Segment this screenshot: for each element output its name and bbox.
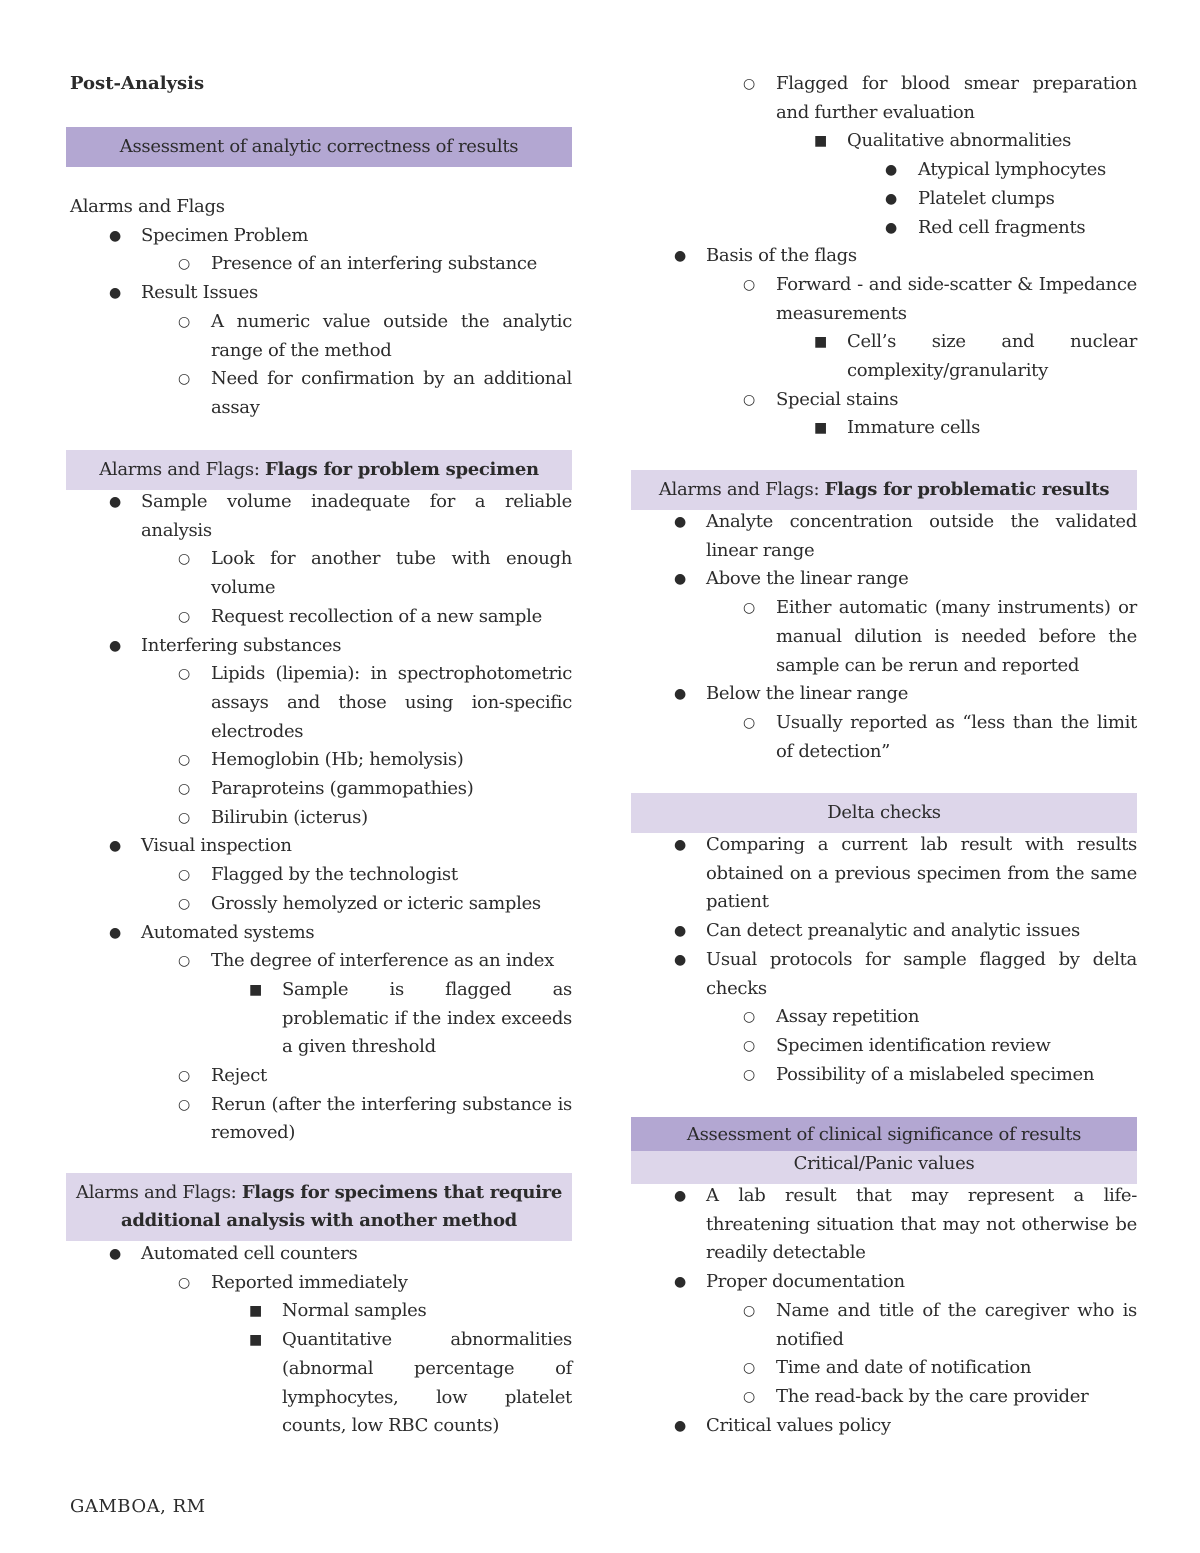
critical-values-list bbox=[631, 1182, 1137, 1440]
list-item: ○ Hemoglobin (Hb; hemolysis) bbox=[66, 746, 572, 775]
list-item: ● A lab result that may represent a life-threatening situation that may not otherwise be readily detectable bbox=[631, 1182, 1137, 1268]
list-item: ● Visual inspection bbox=[66, 832, 572, 861]
additional-analysis-list bbox=[66, 1240, 572, 1441]
list-item: ● Can detect preanalytic and analytic issues bbox=[631, 917, 1137, 946]
list-item: ○ Lipids (lipemia): in spectrophotometric assays and those using ion-specific electrodes bbox=[66, 660, 572, 746]
bullet-disc-icon: ● bbox=[109, 637, 121, 654]
bullet-square-icon: ■ bbox=[249, 981, 262, 998]
list-item: ○ Assay repetition bbox=[631, 1003, 1137, 1032]
list-item: ○ Flagged by the technologist bbox=[66, 861, 572, 890]
list-item: ○ Either automatic (many instruments) or manual dilution is needed before the sample can be rerun and reported bbox=[631, 594, 1137, 680]
list-item: ■ Sample is flagged as problematic if the index exceeds a given threshold bbox=[66, 976, 572, 1062]
section-header-problem-specimen: Alarms and Flags: Flags for problem specimen bbox=[66, 450, 572, 490]
bullet-disc-icon: ● bbox=[674, 1188, 686, 1204]
list-item: ○ A numeric value outside the analytic range of the method bbox=[66, 308, 572, 365]
list-item: ● Above the linear range bbox=[631, 565, 1137, 594]
bullet-circle-icon: ○ bbox=[743, 600, 755, 617]
bullet-circle-icon: ○ bbox=[178, 1096, 190, 1113]
flagged-smear-list bbox=[631, 70, 1137, 443]
list-item: ○ Special stains bbox=[631, 386, 1137, 415]
bullet-disc-icon: ● bbox=[109, 227, 121, 244]
delta-checks-list bbox=[631, 831, 1137, 1089]
bullet-circle-icon: ○ bbox=[178, 1068, 190, 1085]
list-item: ● Critical values policy bbox=[631, 1412, 1137, 1441]
bullet-disc-icon: ● bbox=[885, 190, 897, 207]
bullet-disc-icon: ● bbox=[674, 951, 686, 968]
list-item: ● Comparing a current lab result with results obtained on a previous specimen from the same patient bbox=[631, 831, 1137, 917]
bullet-circle-icon: ○ bbox=[743, 276, 755, 293]
bullet-circle-icon: ○ bbox=[178, 666, 190, 683]
list-item: ○ Need for confirmation by an additional assay bbox=[66, 365, 572, 422]
bullet-disc-icon: ● bbox=[109, 838, 121, 855]
problematic-results-list bbox=[631, 508, 1137, 766]
bullet-circle-icon: ○ bbox=[743, 1066, 755, 1083]
bullet-circle-icon: ○ bbox=[178, 371, 190, 388]
bullet-disc-icon: ● bbox=[885, 162, 897, 179]
section-header-additional-analysis: Alarms and Flags: Flags for specimens that require additional analysis with another method bbox=[66, 1173, 572, 1241]
list-item: ○ Usually reported as “less than the limit of detection” bbox=[631, 709, 1137, 766]
bullet-circle-icon: ○ bbox=[743, 76, 755, 92]
list-item: ○ Rerun (after the interfering substance is removed) bbox=[66, 1091, 572, 1148]
list-item: ○ Request recollection of a new sample bbox=[66, 603, 572, 632]
page-footer-author: GAMBOA, RM bbox=[70, 1496, 206, 1517]
bullet-disc-icon: ● bbox=[674, 837, 686, 853]
list-item: ● Proper documentation bbox=[631, 1268, 1137, 1297]
bullet-disc-icon: ● bbox=[109, 494, 121, 510]
bullet-circle-icon: ○ bbox=[178, 953, 190, 970]
list-item: ○ The degree of interference as an index bbox=[66, 947, 572, 976]
list-item: ○ Forward - and side-scatter & Impedance measurements bbox=[631, 271, 1137, 328]
list-item: ● Interfering substances bbox=[66, 632, 572, 661]
list-item: ○ Bilirubin (icterus) bbox=[66, 804, 572, 833]
bullet-disc-icon: ● bbox=[674, 1274, 686, 1291]
list-item: ○ Reported immediately bbox=[66, 1269, 572, 1298]
list-item: ● Automated cell counters bbox=[66, 1240, 572, 1269]
bullet-circle-icon: ○ bbox=[178, 867, 190, 884]
page-title: Post-Analysis bbox=[70, 73, 205, 94]
list-item: ● Usual protocols for sample flagged by delta checks bbox=[631, 946, 1137, 1003]
list-item: ○ Grossly hemolyzed or icteric samples bbox=[66, 890, 572, 919]
list-item: ● Automated systems bbox=[66, 919, 572, 948]
list-item: ○ Presence of an interfering substance bbox=[66, 250, 572, 279]
bullet-disc-icon: ● bbox=[674, 571, 686, 588]
section-header-critical-values: Critical/Panic values bbox=[631, 1151, 1137, 1184]
list-item: ○ Name and title of the caregiver who is notified bbox=[631, 1297, 1137, 1354]
bullet-circle-icon: ○ bbox=[178, 752, 190, 769]
bullet-circle-icon: ○ bbox=[743, 1360, 755, 1377]
bullet-disc-icon: ● bbox=[674, 514, 686, 530]
list-item: ○ Time and date of notification bbox=[631, 1354, 1137, 1383]
list-item: ○ Paraproteins (gammopathies) bbox=[66, 775, 572, 804]
section-header-clinical-significance: Assessment of clinical significance of results bbox=[631, 1117, 1137, 1151]
bullet-circle-icon: ○ bbox=[178, 256, 190, 273]
bullet-circle-icon: ○ bbox=[178, 1274, 190, 1291]
list-item: ■ Quantitative abnormalities (abnormal percentage of lymphocytes, low platelet counts, low RBC counts) bbox=[66, 1326, 572, 1441]
bullet-circle-icon: ○ bbox=[743, 1302, 755, 1319]
list-item: ● Basis of the flags bbox=[631, 242, 1137, 271]
list-item: ■ Normal samples bbox=[66, 1297, 572, 1326]
bullet-disc-icon: ● bbox=[674, 1417, 686, 1434]
section-header-delta-checks: Delta checks bbox=[631, 793, 1137, 833]
bullet-circle-icon: ○ bbox=[178, 895, 190, 912]
bullet-circle-icon: ○ bbox=[178, 551, 190, 568]
list-item: ● Below the linear range bbox=[631, 680, 1137, 709]
list-item: ○ Flagged for blood smear preparation and further evaluation bbox=[631, 70, 1137, 127]
list-item: ● Sample volume inadequate for a reliable analysis bbox=[66, 488, 572, 545]
bullet-square-icon: ■ bbox=[814, 334, 827, 351]
bullet-square-icon: ■ bbox=[814, 133, 827, 150]
bullet-disc-icon: ● bbox=[109, 1246, 121, 1262]
list-item: ● Atypical lymphocytes bbox=[631, 156, 1137, 185]
alarms-flags-heading: Alarms and Flags bbox=[70, 196, 225, 217]
list-item: ○ Look for another tube with enough volume bbox=[66, 545, 572, 602]
bullet-square-icon: ■ bbox=[249, 1332, 262, 1349]
bullet-circle-icon: ○ bbox=[178, 608, 190, 625]
bullet-disc-icon: ● bbox=[674, 248, 686, 265]
list-item: ○ The read-back by the care provider bbox=[631, 1383, 1137, 1412]
list-item: ● Red cell fragments bbox=[631, 214, 1137, 243]
section-header-problematic-results: Alarms and Flags: Flags for problematic results bbox=[631, 470, 1137, 510]
alarms-flags-section bbox=[66, 193, 572, 423]
list-item: ■ Immature cells bbox=[631, 414, 1137, 443]
list-item: ○ Reject bbox=[66, 1062, 572, 1091]
bullet-disc-icon: ● bbox=[674, 923, 686, 940]
bullet-square-icon: ■ bbox=[814, 420, 827, 437]
list-item: ● Result Issues bbox=[66, 279, 572, 308]
bullet-disc-icon: ● bbox=[674, 686, 686, 703]
section-header-analytic-correctness: Assessment of analytic correctness of results bbox=[66, 127, 572, 167]
list-item: ● Platelet clumps bbox=[631, 185, 1137, 214]
problem-specimen-list bbox=[66, 488, 572, 1148]
bullet-circle-icon: ○ bbox=[743, 714, 755, 731]
bullet-circle-icon: ○ bbox=[178, 313, 190, 330]
bullet-circle-icon: ○ bbox=[178, 809, 190, 826]
list-item: ■ Qualitative abnormalities bbox=[631, 127, 1137, 156]
bullet-circle-icon: ○ bbox=[743, 1388, 755, 1405]
list-item: ■ Cell’s size and nuclear complexity/granularity bbox=[631, 328, 1137, 385]
list-item: ● Analyte concentration outside the validated linear range bbox=[631, 508, 1137, 565]
bullet-circle-icon: ○ bbox=[743, 391, 755, 408]
bullet-disc-icon: ● bbox=[885, 219, 897, 236]
bullet-square-icon: ■ bbox=[249, 1303, 262, 1320]
bullet-circle-icon: ○ bbox=[743, 1037, 755, 1054]
bullet-circle-icon: ○ bbox=[743, 1009, 755, 1026]
list-item: ○ Possibility of a mislabeled specimen bbox=[631, 1061, 1137, 1090]
list-item: ● Specimen Problem bbox=[66, 222, 572, 251]
bullet-disc-icon: ● bbox=[109, 285, 121, 302]
bullet-disc-icon: ● bbox=[109, 924, 121, 941]
bullet-circle-icon: ○ bbox=[178, 781, 190, 798]
list-item: ○ Specimen identification review bbox=[631, 1032, 1137, 1061]
